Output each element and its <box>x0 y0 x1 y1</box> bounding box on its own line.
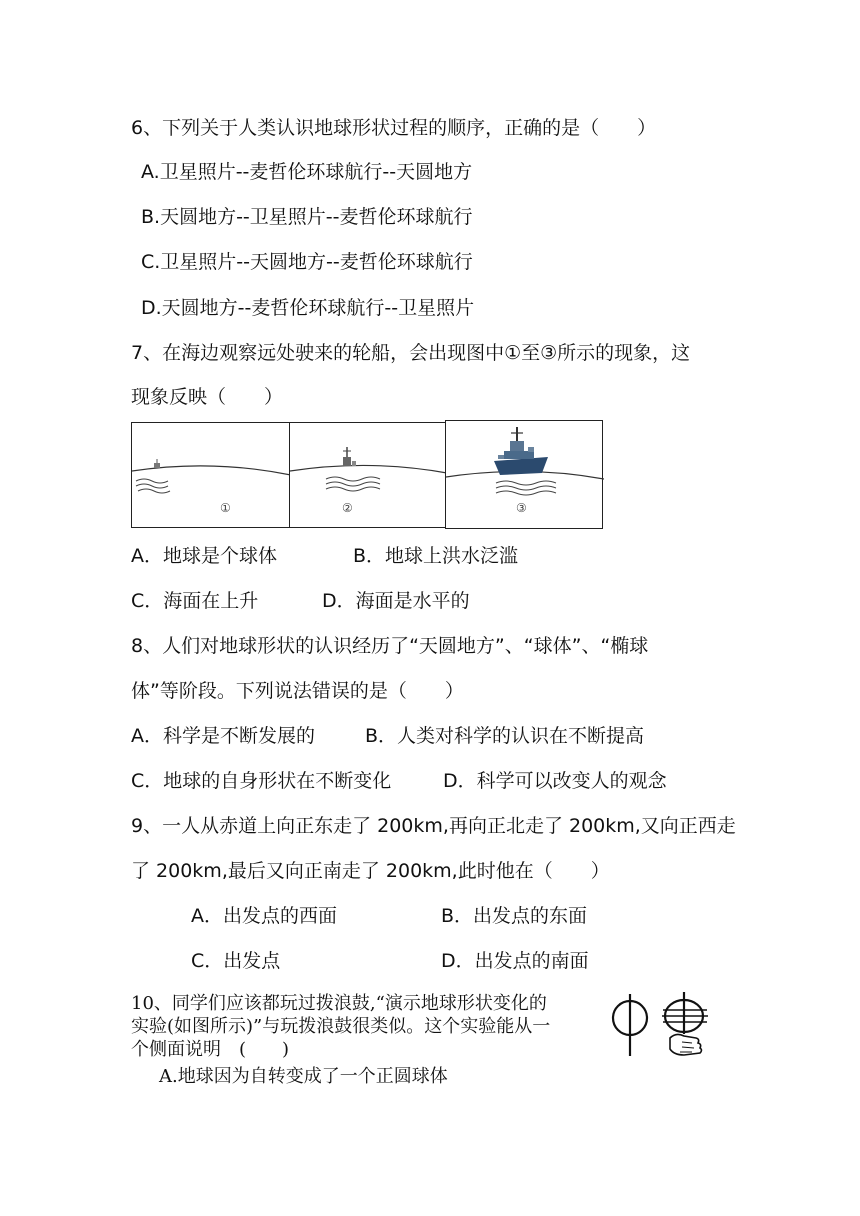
q10-globe-model-figure <box>608 990 718 1060</box>
q9-option-d: D．出发点的南面 <box>441 950 589 972</box>
q8-stem-line1: 8、人们对地球形状的认识经历了“天圆地方”、“球体”、“椭球 <box>131 635 649 657</box>
q7-option-c: C．海面在上升 <box>131 590 259 612</box>
q10-stem-line3: 个侧面说明 ( ) <box>131 1039 290 1060</box>
ship-panel-3 <box>445 420 603 529</box>
q9-stem-line1: 9、一人从赤道上向正东走了 200km,再向正北走了 200km,又向正西走 <box>131 815 736 837</box>
q7-option-b: B．地球上洪水泛滥 <box>353 545 519 567</box>
q7-stem-line1: 7、在海边观察远处驶来的轮船，会出现图中①至③所示的现象，这 <box>131 342 691 364</box>
q6-option-a: A.卫星照片--麦哲伦环球航行--天圆地方 <box>141 161 473 183</box>
panel-label-2: ② <box>342 501 353 515</box>
q9-option-a: A．出发点的西面 <box>191 905 337 927</box>
panel-label-3: ③ <box>516 501 527 515</box>
ship-panel-2 <box>289 422 446 528</box>
q9-option-b: B．出发点的东面 <box>441 905 588 927</box>
q9-stem-line2: 了 200km,最后又向正南走了 200km,此时他在（ ） <box>131 860 610 882</box>
q10-option-a: A.地球因为自转变成了一个正圆球体 <box>159 1066 448 1087</box>
q8-stem-line2: 体”等阶段。下列说法错误的是（ ） <box>131 680 464 702</box>
ship-panel-2-drawing <box>290 423 447 529</box>
q7-option-d: D．海面是水平的 <box>322 590 470 612</box>
ship-panel-1-drawing <box>132 423 291 529</box>
q10-stem-line1: 10、同学们应该都玩过拨浪鼓,“演示地球形状变化的 <box>131 993 547 1014</box>
q9-option-c: C．出发点 <box>191 950 281 972</box>
q6-option-c: C.卫星照片--天圆地方--麦哲伦环球航行 <box>141 251 473 273</box>
q8-option-c: C．地球的自身形状在不断变化 <box>131 770 392 792</box>
panel-label-1: ① <box>220 501 231 515</box>
q6-stem: 6、下列关于人类认识地球形状过程的顺序，正确的是（ ） <box>131 117 657 139</box>
q7-option-a: A．地球是个球体 <box>131 545 277 567</box>
q10-stem-line2: 实验(如图所示)”与玩拨浪鼓很类似。这个实验能从一 <box>131 1016 551 1037</box>
q6-option-d: D.天圆地方--麦哲伦环球航行--卫星照片 <box>141 297 475 319</box>
ship-panel-1 <box>131 422 290 528</box>
q7-stem-line2: 现象反映（ ） <box>131 386 284 408</box>
q8-option-b: B．人类对科学的认识在不断提高 <box>365 725 645 747</box>
q8-option-a: A．科学是不断发展的 <box>131 725 315 747</box>
q6-option-b: B.天圆地方--卫星照片--麦哲伦环球航行 <box>141 206 473 228</box>
q8-option-d: D．科学可以改变人的观念 <box>443 770 667 792</box>
